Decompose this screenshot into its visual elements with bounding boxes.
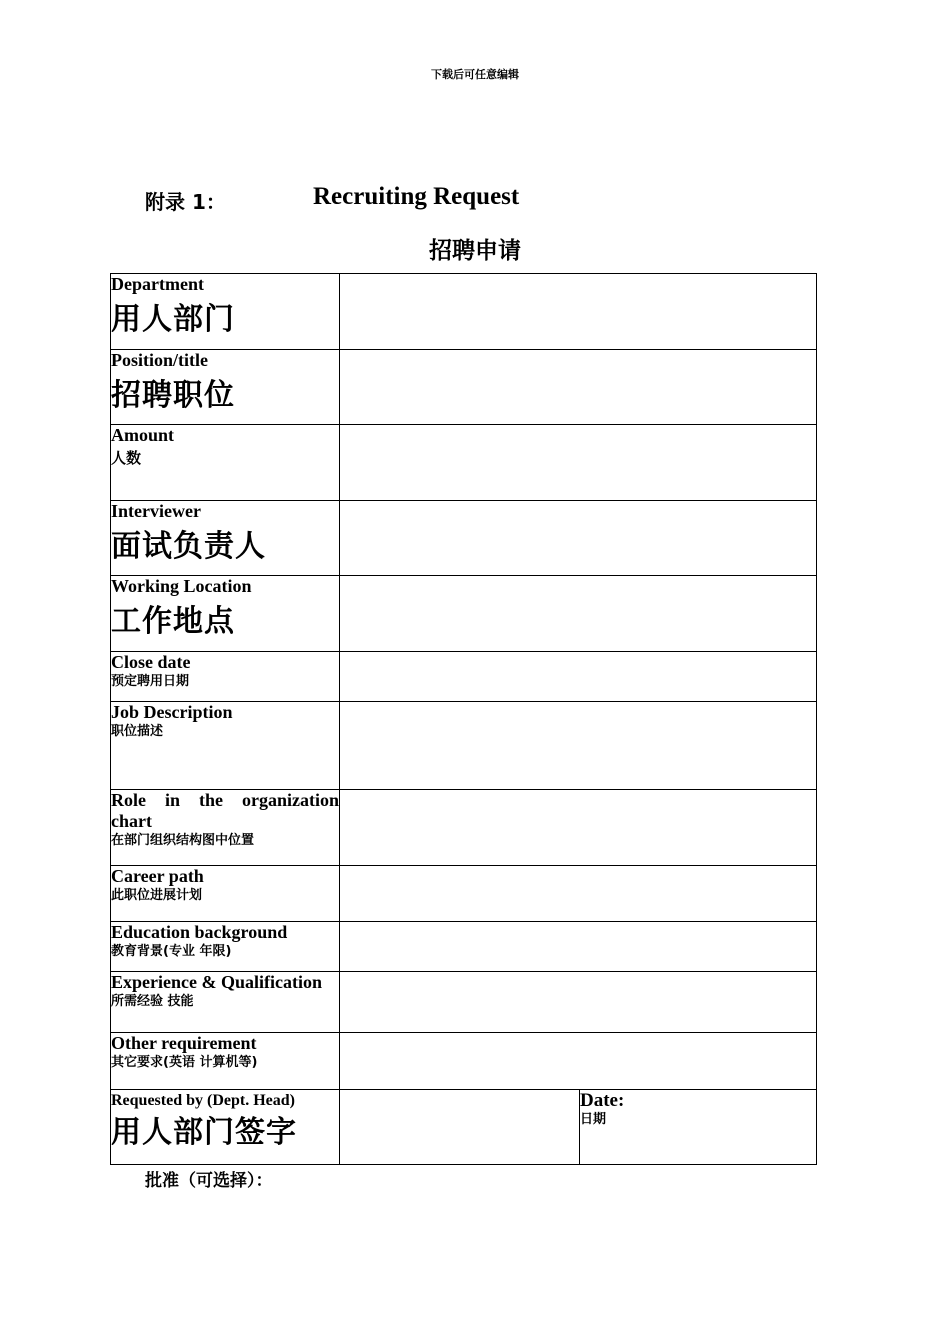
org-role-label-en: Role in the organization chart — [111, 790, 339, 831]
page-title-cn: 招聘申请 — [429, 238, 521, 264]
close-date-label-en: Close date — [111, 652, 191, 672]
experience-field[interactable] — [340, 972, 817, 1033]
form-row-career-path — [111, 866, 817, 922]
signature-label-en: Requested by (Dept. Head) — [111, 1092, 295, 1109]
job-description-label-cell — [111, 702, 340, 790]
job-description-field[interactable] — [340, 702, 817, 790]
education-label-cn: 教育背景(专业 年限) — [111, 944, 232, 959]
org-role-field[interactable] — [340, 790, 817, 866]
job-description-label-cn: 职位描述 — [111, 724, 164, 739]
interviewer-field[interactable] — [340, 501, 817, 576]
form-row-amount — [111, 425, 817, 501]
interviewer-label-en: Interviewer — [111, 501, 201, 521]
form-row-job-description — [111, 702, 817, 790]
form-row-close-date — [111, 652, 817, 702]
org-role-label-cn: 在部门组织结构图中位置 — [111, 833, 255, 848]
department-label-en: Department — [111, 274, 204, 294]
department-field[interactable] — [340, 274, 817, 350]
amount-label-en: Amount — [111, 425, 175, 445]
close-date-label-cell — [111, 652, 340, 702]
page-title-en: Recruiting Request — [313, 183, 520, 210]
date-cell[interactable] — [580, 1090, 817, 1165]
amount-label-cn: 人数 — [111, 449, 142, 467]
date-label-cn: 日期 — [580, 1112, 607, 1127]
experience-label-cell — [111, 972, 340, 1033]
close-date-label-cn: 预定聘用日期 — [111, 674, 190, 689]
career-path-label-cn: 此职位进展计划 — [111, 888, 203, 903]
other-label-cell — [111, 1033, 340, 1090]
form-row-signature — [111, 1090, 817, 1165]
amount-field[interactable] — [340, 425, 817, 501]
form-row-education — [111, 922, 817, 972]
career-path-field[interactable] — [340, 866, 817, 922]
form-row-location — [111, 576, 817, 652]
close-date-field[interactable] — [340, 652, 817, 702]
interviewer-label-cn: 面试负责人 — [111, 529, 266, 564]
career-path-label-cell — [111, 866, 340, 922]
signature-label-cell — [111, 1090, 340, 1165]
position-label-cell — [111, 350, 340, 425]
signature-field[interactable] — [340, 1090, 580, 1165]
job-description-label-en: Job Description — [111, 702, 233, 722]
location-label-cell — [111, 576, 340, 652]
education-field[interactable] — [340, 922, 817, 972]
location-label-en: Working Location — [111, 576, 252, 596]
other-field[interactable] — [340, 1033, 817, 1090]
form-row-other — [111, 1033, 817, 1090]
form-row-experience — [111, 972, 817, 1033]
header-note: 下载后可任意编辑 — [431, 68, 519, 81]
experience-label-cn: 所需经验 技能 — [111, 994, 194, 1009]
recruiting-request-form — [110, 273, 817, 1165]
signature-label-cn: 用人部门签字 — [111, 1115, 297, 1150]
form-row-department — [111, 274, 817, 350]
location-field[interactable] — [340, 576, 817, 652]
department-label-cell — [111, 274, 340, 350]
appendix-label: 附录 1： — [145, 190, 226, 214]
other-label-cn: 其它要求(英语 计算机等) — [111, 1055, 258, 1070]
location-label-cn: 工作地点 — [111, 604, 235, 639]
position-field[interactable] — [340, 350, 817, 425]
org-role-label-cell — [111, 790, 340, 866]
education-label-en: Education background — [111, 922, 288, 942]
department-label-cn: 用人部门 — [111, 302, 235, 337]
other-label-en: Other requirement — [111, 1033, 257, 1053]
form-row-org-role — [111, 790, 817, 866]
form-row-position — [111, 350, 817, 425]
date-label-en: Date: — [580, 1090, 625, 1111]
form-row-interviewer — [111, 501, 817, 576]
amount-label-cell — [111, 425, 340, 501]
experience-label-en: Experience & Qualification — [111, 972, 322, 992]
interviewer-label-cell — [111, 501, 340, 576]
education-label-cell — [111, 922, 340, 972]
position-label-cn: 招聘职位 — [111, 378, 235, 413]
position-label-en: Position/title — [111, 350, 208, 370]
career-path-label-en: Career path — [111, 866, 204, 886]
approval-label: 批准（可选择）： — [145, 1171, 273, 1191]
